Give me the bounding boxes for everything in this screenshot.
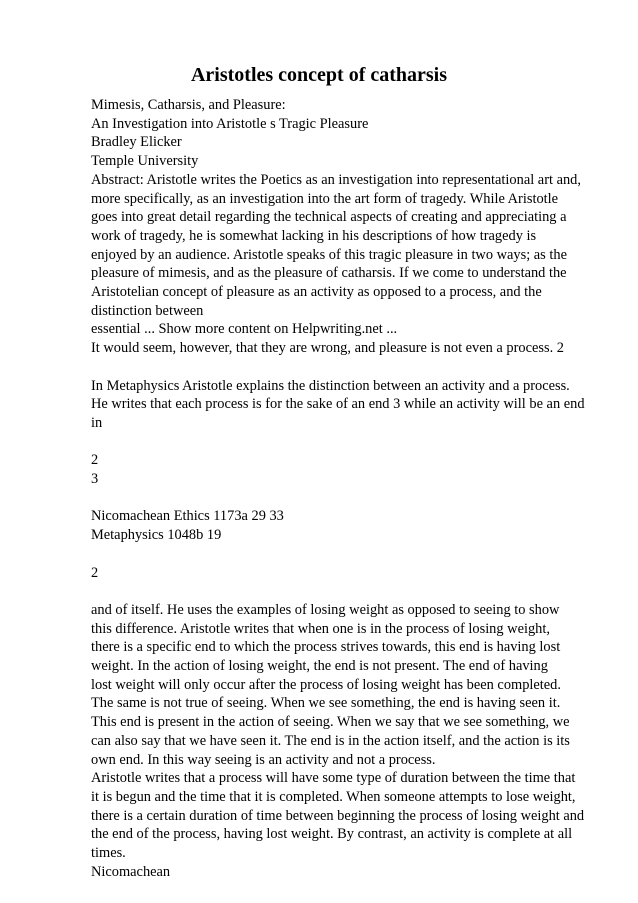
paragraph-line: this difference. Aristotle writes that when one is in the process of losing weight, bbox=[91, 620, 550, 637]
footnote-mark: 2 bbox=[91, 452, 99, 469]
paragraph-line: Aristotle writes that a process will have some type of duration between the time that bbox=[91, 770, 576, 787]
paragraph-gap bbox=[91, 582, 611, 601]
paragraph-line: in bbox=[91, 414, 103, 431]
paragraph-line: own end. In this way seeing is an activity and not a process. bbox=[91, 751, 436, 768]
header-line: Temple University bbox=[91, 153, 199, 170]
abstract-line: work of tragedy, he is somewhat lacking in his descriptions of how tragedy is bbox=[91, 227, 537, 244]
paragraph-gap bbox=[91, 545, 611, 564]
paragraph-line: it is begun and the time that it is completed. When someone attempts to lose weight, bbox=[91, 788, 576, 805]
abstract-line: pleasure of mimesis, and as the pleasure of catharsis. If we come to understand the bbox=[91, 265, 567, 282]
paragraph-line: Nicomachean bbox=[91, 863, 171, 880]
header-line: Mimesis, Catharsis, and Pleasure: bbox=[91, 97, 286, 113]
paragraph-gap bbox=[91, 433, 611, 452]
paragraph-line: weight. In the action of losing weight, the end is not present. The end of having bbox=[91, 658, 548, 675]
paragraph-line: there is a certain duration of time between beginning the process of losing weight and bbox=[91, 807, 585, 824]
paragraph-line: This end is present in the action of seeing. When we say that we see something, we bbox=[91, 714, 570, 731]
header-line: Bradley Elicker bbox=[91, 134, 182, 151]
paragraph-line: and of itself. He uses the examples of losing weight as opposed to seeing to show bbox=[91, 601, 560, 618]
paragraph-line: lost weight will only occur after the process of losing weight has been completed. bbox=[91, 676, 561, 693]
paragraph-gap bbox=[91, 358, 611, 377]
paragraph-gap bbox=[91, 489, 611, 508]
paragraph-line: the end of the process, having lost weight. By contrast, an activity is complete at all bbox=[91, 826, 573, 843]
abstract-line: more specifically, as an investigation into the art form of tragedy. While Aristotle bbox=[91, 190, 559, 207]
footnote-text: Metaphysics 1048b 19 bbox=[91, 527, 222, 544]
paragraph-line: there is a specific end to which the process strives towards, this end is having lost bbox=[91, 639, 561, 656]
paragraph-line: He writes that each process is for the sake of an end 3 while an activity will be an end bbox=[91, 396, 585, 413]
footnote-mark: 3 bbox=[91, 471, 99, 488]
abstract-line: goes into great detail regarding the technical aspects of creating and appreciating a bbox=[91, 209, 567, 226]
paragraph-line: In Metaphysics Aristotle explains the distinction between an activity and a process. bbox=[91, 377, 570, 394]
paragraph-line: The same is not true of seeing. When we see something, the end is having seen it. bbox=[91, 695, 561, 712]
paragraph-line: can also say that we have seen it. The end is in the action itself, and the action is its bbox=[91, 732, 570, 749]
abstract-line: distinction between bbox=[91, 302, 204, 319]
abstract-line: enjoyed by an audience. Aristotle speaks of this tragic pleasure in two ways; as the bbox=[91, 246, 567, 263]
page-title: Aristotles concept of catharsis bbox=[190, 64, 448, 86]
abstract-line: Aristotelian concept of pleasure as an activity as opposed to a process, and the bbox=[91, 284, 542, 301]
abstract-line: It would seem, however, that they are wrong, and pleasure is not even a process. 2 bbox=[91, 340, 564, 357]
paragraph-line: times. bbox=[91, 845, 126, 862]
footnote-text: Nicomachean Ethics 1173a 29 33 bbox=[91, 508, 284, 525]
document-body bbox=[91, 96, 611, 881]
abstract-line: Abstract: Aristotle writes the Poetics as an investigation into representational art and, bbox=[91, 171, 581, 188]
page-number: 2 bbox=[91, 564, 99, 581]
header-line: An Investigation into Aristotle s Tragic Pleasure bbox=[91, 115, 369, 132]
show-more-line[interactable]: essential ... Show more content on Helpwriting.net ... bbox=[91, 321, 398, 338]
